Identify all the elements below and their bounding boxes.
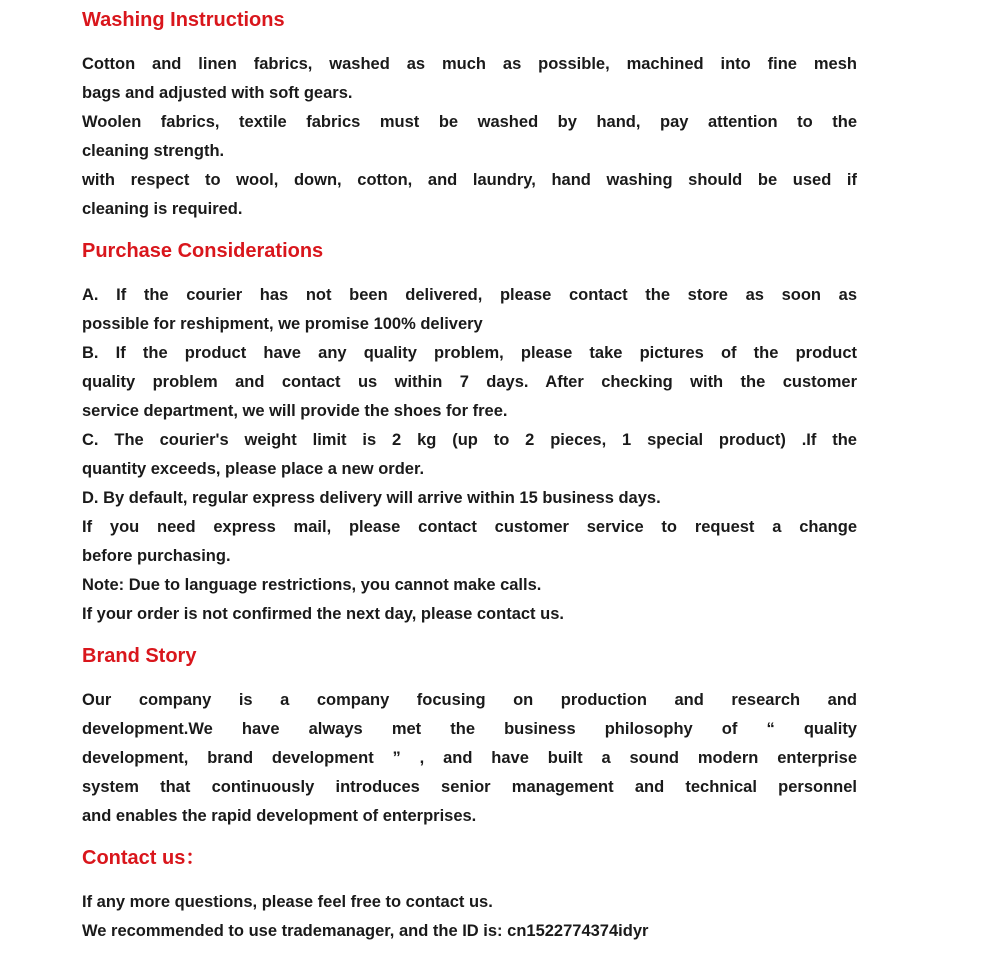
text-line: If any more questions, please feel free to contact us.: [82, 893, 493, 911]
section-heading: Purchase Considerations: [82, 240, 324, 262]
section-heading: Washing Instructions: [82, 9, 285, 31]
text-line: If you need express mail, please contact customer service to request a change: [82, 518, 857, 536]
text-line: cleaning strength.: [82, 142, 225, 160]
purchase-considerations-section: [82, 237, 857, 629]
text-line: with respect to wool, down, cotton, and laundry, hand washing should be used if: [82, 171, 857, 189]
text-line: C. The courier's weight limit is 2 kg (up to 2 pieces, 1 special product) .If the: [82, 431, 857, 449]
text-line: system that continuously introduces senior management and technical personnel: [82, 778, 857, 796]
text-line: development.We have always met the business philosophy of “ quality: [82, 720, 857, 738]
text-line: A. If the courier has not been delivered, please contact the store as soon as: [82, 286, 857, 304]
text-line: quality problem and contact us within 7 days. After checking with the customer: [82, 373, 857, 391]
washing-instructions-section: [82, 6, 857, 224]
text-line: We recommended to use trademanager, and the ID is: cn1522774374idyr: [82, 922, 649, 940]
text-line: and enables the rapid development of enterprises.: [82, 807, 477, 825]
text-line: quantity exceeds, please place a new order.: [82, 460, 425, 478]
text-line: development, brand development ” , and have built a sound modern enterprise: [82, 749, 857, 767]
text-line: If your order is not confirmed the next day, please contact us.: [82, 605, 564, 623]
text-line: Our company is a company focusing on production and research and: [82, 691, 857, 709]
text-line: cleaning is required.: [82, 200, 243, 218]
text-line: D. By default, regular express delivery will arrive within 15 business days.: [82, 489, 661, 507]
text-line: before purchasing.: [82, 547, 231, 565]
section-heading: Contact us：: [82, 847, 206, 869]
text-line: Woolen fabrics, textile fabrics must be washed by hand, pay attention to the: [82, 113, 857, 131]
brand-story-section: [82, 642, 857, 831]
section-heading: Brand Story: [82, 645, 197, 667]
text-line: B. If the product have any quality problem, please take pictures of the product: [82, 344, 857, 362]
contact-section: [82, 844, 857, 946]
text-line: service department, we will provide the shoes for free.: [82, 402, 508, 420]
text-line: bags and adjusted with soft gears.: [82, 84, 353, 102]
text-line: Note: Due to language restrictions, you cannot make calls.: [82, 576, 542, 594]
text-line: Cotton and linen fabrics, washed as much as possible, machined into fine mesh: [82, 55, 857, 73]
text-line: possible for reshipment, we promise 100% delivery: [82, 315, 483, 333]
product-description: [82, 6, 857, 959]
